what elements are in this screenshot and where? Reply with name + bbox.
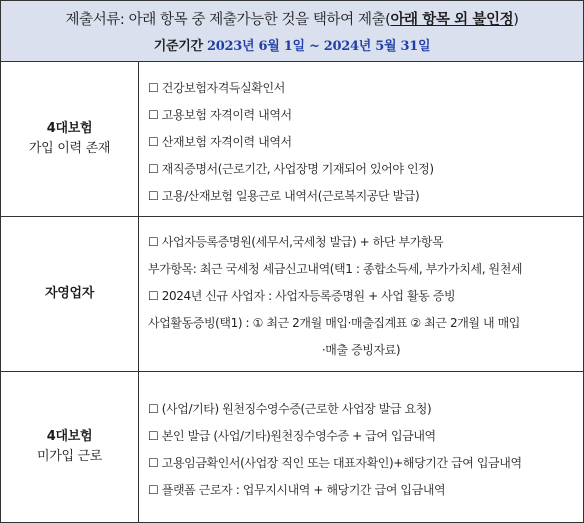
document-item: ☐ 사업자등록증명원(세무서,국세청 발급) + 하단 부가항목 xyxy=(148,235,444,249)
section-label xyxy=(1,372,139,522)
document-item: ☐ 건강보험자격득실확인서 xyxy=(148,81,285,95)
document-item: ☐ (사업/기타) 원천징수영수증(근로한 사업장 발급 요청) xyxy=(148,402,432,416)
document-item: ☐ 재직증명서(근로기간, 사업장명 기재되어 있어야 인정) xyxy=(148,162,434,176)
reference-period-label: 기준기간 xyxy=(153,39,208,54)
document-item: ☐ 고용보험 자격이력 내역서 xyxy=(148,108,292,122)
document-item: ☐ 산재보험 자격이력 내역서 xyxy=(148,135,292,149)
section-label xyxy=(1,62,139,216)
supplementary-note: ·매출 증빙자료) xyxy=(321,343,401,357)
document-item: ☐ 고용/산재보험 일용근로 내역서(근로복지공단 발급) xyxy=(148,189,420,203)
section-items xyxy=(139,372,583,522)
supplementary-note: 사업활동증빙(택1) : ① 최근 2개월 매입·매출집계표 ② 최근 2개월 내 매입 xyxy=(148,316,520,330)
section-insured-history xyxy=(1,62,583,217)
supplementary-note: 부가항목: 최근 국세청 세금신고내역(택1 : 종합소득세, 부가가치세, 원천세 xyxy=(148,262,523,276)
reference-period xyxy=(1,35,583,54)
section-label-line1: 자영업자 xyxy=(44,286,95,301)
section-label-line2: 미가입 근로 xyxy=(36,449,103,464)
instruction-text: 제출서류: 아래 항목 중 제출가능한 것을 택하여 제출( xyxy=(65,12,391,28)
section-self-employed xyxy=(1,217,583,372)
section-label xyxy=(1,217,139,371)
reference-period-dates: 2023년 6월 1일 ~ 2024년 5월 31일 xyxy=(207,39,431,54)
submission-instruction xyxy=(1,8,583,29)
section-label-line1: 4대보험 xyxy=(46,429,93,444)
document-item: ☐ 플랫폼 근로자 : 업무지시내역 + 해당기간 급여 입금내역 xyxy=(148,483,446,497)
section-items xyxy=(139,62,583,216)
document-item: ☐ 고용임금확인서(사업장 직인 또는 대표자확인)+해당기간 급여 입금내역 xyxy=(148,456,522,470)
document-item: ☐ 본인 발급 (사업/기타)원천징수영수증 + 급여 입금내역 xyxy=(148,429,436,443)
document-item: ☐ 2024년 신규 사업자 : 사업자등록증명원 + 사업 활동 증빙 xyxy=(148,289,456,303)
section-label-line1: 4대보험 xyxy=(46,121,93,136)
section-uninsured-work xyxy=(1,372,583,522)
section-items xyxy=(139,217,583,371)
instruction-close-paren: ) xyxy=(513,12,519,28)
table-header xyxy=(1,1,583,62)
section-label-line2: 가입 이력 존재 xyxy=(28,141,111,156)
instruction-emphasis: 아래 항목 외 불인정 xyxy=(390,12,514,28)
